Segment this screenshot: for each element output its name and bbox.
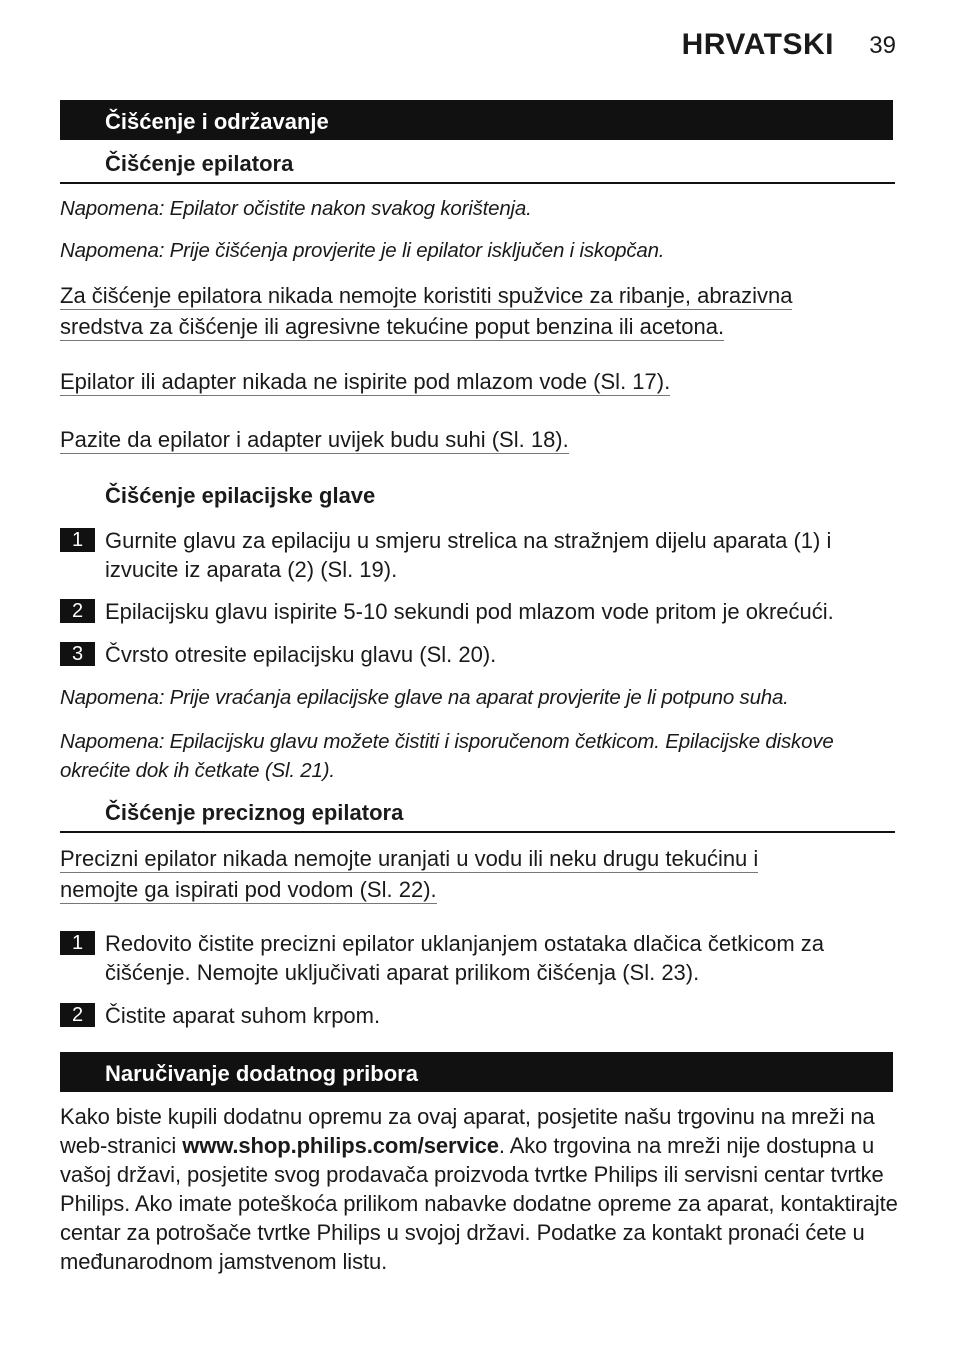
subheading-cleaning-precision: Čišćenje preciznog epilatora [60,800,895,833]
subheading-cleaning-epilator: Čišćenje epilatora [60,151,895,184]
warning-line: Pazite da epilator i adapter uvijek budu suhi (Sl. 18). [60,427,569,452]
page-number: 39 [869,32,896,59]
step-number: 2 [60,1003,95,1027]
shop-link[interactable]: www.shop.philips.com/service [182,1133,499,1158]
step-number: 3 [60,642,95,666]
warning-line: Epilator ili adapter nikada ne ispirite pod mlazom vode (Sl. 17). [60,369,671,394]
warning-line: Za čišćenje epilatora nikada nemojte koristiti spužvice za ribanje, abrazivna [60,283,793,308]
note-check-unplugged: Napomena: Prije čišćenja provjerite je li epilator isključen i iskopčan. [60,239,665,262]
warning-line: nemojte ga ispirati pod vodom (Sl. 22). [60,877,437,902]
step-text: Čvrsto otresite epilacijsku glavu (Sl. 20). [105,642,497,667]
step-number: 1 [60,931,95,955]
warning-line: Precizni epilator nikada nemojte uranjati u vodu ili neku drugu tekućinu i [60,846,759,871]
ordering-paragraph [60,1102,898,1276]
language-header: HRVATSKI [681,28,834,61]
ordering-text-before: Kako biste kupili dodatnu opremu za ovaj aparat, posjetite našu trgovinu na mreži na web-stranici [60,1104,875,1158]
step-text: Epilacijsku glavu ispirite 5-10 sekundi pod mlazom vode pritom je okrećući. [105,599,834,624]
subheading-cleaning-head: Čišćenje epilacijske glave [105,483,376,508]
step-item [60,526,895,584]
note-dry-before-attach: Napomena: Prije vraćanja epilacijske glave na aparat provjerite je li potpuno suha. [60,686,789,709]
note-brush-cleaning: Napomena: Epilacijsku glavu možete čistiti i isporučenom četkicom. Epilacijske diskove okrećite dok ih četkate (Sl. 21). [60,730,834,782]
step-number: 1 [60,528,95,552]
step-text: Gurnite glavu za epilaciju u smjeru strelica na stražnjem dijelu aparata (1) i izvucite iz aparata (2) (Sl. 19). [105,528,832,582]
step-text: Čistite aparat suhom krpom. [105,1003,381,1028]
warning-keep-dry [60,425,569,454]
step-item [60,929,895,987]
section-title-ordering: Naručivanje dodatnog pribora [60,1052,893,1092]
warning-line: sredstva za čišćenje ili agresivne tekućine poput benzina ili acetona. [60,314,725,339]
step-text: Redovito čistite precizni epilator uklanjanjem ostataka dlačica četkicom za čišćenje. Nemojte uključivati aparat prilikom čišćenja (Sl. 23). [105,931,825,985]
step-number: 2 [60,599,95,623]
step-item [60,597,895,626]
ordering-text-after: . Ako trgovina na mreži nije dostupna u vašoj državi, posjetite svog prodavača proizvoda tvrtke Philips ili servisni centar tvrtke Philips. Ako imate poteškoća prilikom nabavke dodatne opreme za aparat, kontaktirajte centar za potrošače tvrtke Philips u svojoj državi. Podatke za kontakt pronaći ćete u međunarodnom jamstvenom listu. [60,1133,898,1274]
warning-no-rinse [60,367,670,396]
step-item [60,640,895,669]
section-title-cleaning: Čišćenje i održavanje [60,100,893,140]
step-item [60,1001,895,1030]
warning-no-immerse [60,844,758,904]
warning-no-abrasives [60,281,792,341]
note-clean-after-use: Napomena: Epilator očistite nakon svakog korištenja. [60,197,532,220]
